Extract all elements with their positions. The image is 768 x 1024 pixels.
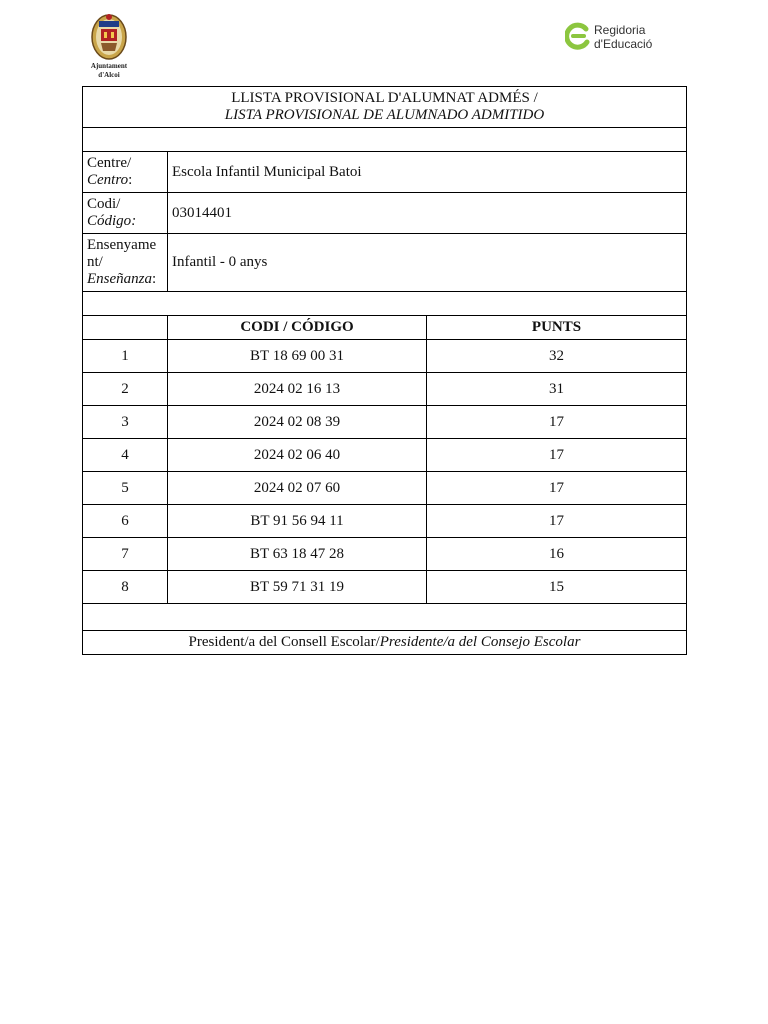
spacer-row: [83, 128, 687, 152]
field-value-ensenyament: Infantil - 0 anys: [168, 234, 687, 292]
row-index: 1: [83, 340, 168, 373]
ajuntament-line1: Ajuntament: [90, 62, 128, 70]
coat-of-arms-icon: [89, 11, 129, 61]
field-row-centre: Centre/ Centro: Escola Infantil Municipal Batoi: [83, 152, 687, 193]
row-points: 17: [427, 406, 687, 439]
row-code: BT 91 56 94 11: [168, 505, 427, 538]
table-row: [83, 505, 687, 538]
row-index: 7: [83, 538, 168, 571]
row-index: 8: [83, 571, 168, 604]
row-index: 3: [83, 406, 168, 439]
header-punts: PUNTS: [427, 316, 687, 340]
table-row: [83, 472, 687, 505]
field-value-centre: Escola Infantil Municipal Batoi: [168, 152, 687, 193]
field-label-ensenyament-ca2: nt/: [87, 254, 103, 270]
row-code: BT 63 18 47 28: [168, 538, 427, 571]
row-code: 2024 02 07 60: [168, 472, 427, 505]
table-row: [83, 340, 687, 373]
row-index: 4: [83, 439, 168, 472]
row-points: 17: [427, 505, 687, 538]
header-index: [83, 316, 168, 340]
row-index: 2: [83, 373, 168, 406]
regidoria-line2: d'Educació: [594, 37, 653, 51]
ajuntament-line2: d'Alcoi: [98, 71, 120, 79]
regidoria-line1: Regidoria: [594, 23, 646, 37]
row-index: 6: [83, 505, 168, 538]
row-points: 17: [427, 439, 687, 472]
ajuntament-logo: [84, 11, 134, 79]
row-points: 32: [427, 340, 687, 373]
table-header-row: [83, 316, 687, 340]
table-row: [83, 538, 687, 571]
row-code: BT 18 69 00 31: [168, 340, 427, 373]
spacer-row: [83, 292, 687, 316]
title-row: [83, 87, 687, 128]
spacer-row: [83, 604, 687, 631]
field-value-codi: 03014401: [168, 193, 687, 234]
table-row: [83, 406, 687, 439]
row-index: 5: [83, 472, 168, 505]
field-label-centre-es: Centro: [87, 172, 129, 188]
signature-es: Presidente/a del Consejo Escolar: [379, 634, 581, 650]
row-code: 2024 02 16 13: [168, 373, 427, 406]
admitted-list-table: [82, 86, 687, 655]
row-code: 2024 02 06 40: [168, 439, 427, 472]
row-points: 16: [427, 538, 687, 571]
header-codi: CODI / CÓDIGO: [168, 316, 427, 340]
field-row-codi: Codi/ Código: 03014401: [83, 193, 687, 234]
field-label-ensenyament-es: Enseñanza: [87, 271, 152, 287]
table-row: [83, 571, 687, 604]
row-points: 15: [427, 571, 687, 604]
title-ca: LLISTA PROVISIONAL D'ALUMNAT ADMÉS /: [231, 90, 538, 106]
signature-row: [83, 631, 687, 655]
signature-ca: President/a del Consell Escolar/: [188, 634, 380, 650]
row-code: BT 59 71 31 19: [168, 571, 427, 604]
field-label-ensenyament-ca1: Ensenyame: [87, 237, 157, 253]
field-row-ensenyament: Ensenyame nt/ Enseñanza: Infantil - 0 anys: [83, 234, 687, 292]
title-es: LISTA PROVISIONAL DE ALUMNADO ADMITIDO: [224, 107, 545, 123]
table-row: [83, 373, 687, 406]
row-points: 31: [427, 373, 687, 406]
table-row: [83, 439, 687, 472]
regidoria-e-icon: [565, 22, 591, 50]
field-label-centre-ca: Centre/: [87, 155, 132, 171]
row-code: 2024 02 08 39: [168, 406, 427, 439]
field-label-codi-es: Código: [87, 213, 132, 229]
regidoria-logo: [565, 22, 675, 52]
row-points: 17: [427, 472, 687, 505]
field-label-codi-ca: Codi/: [87, 196, 121, 212]
